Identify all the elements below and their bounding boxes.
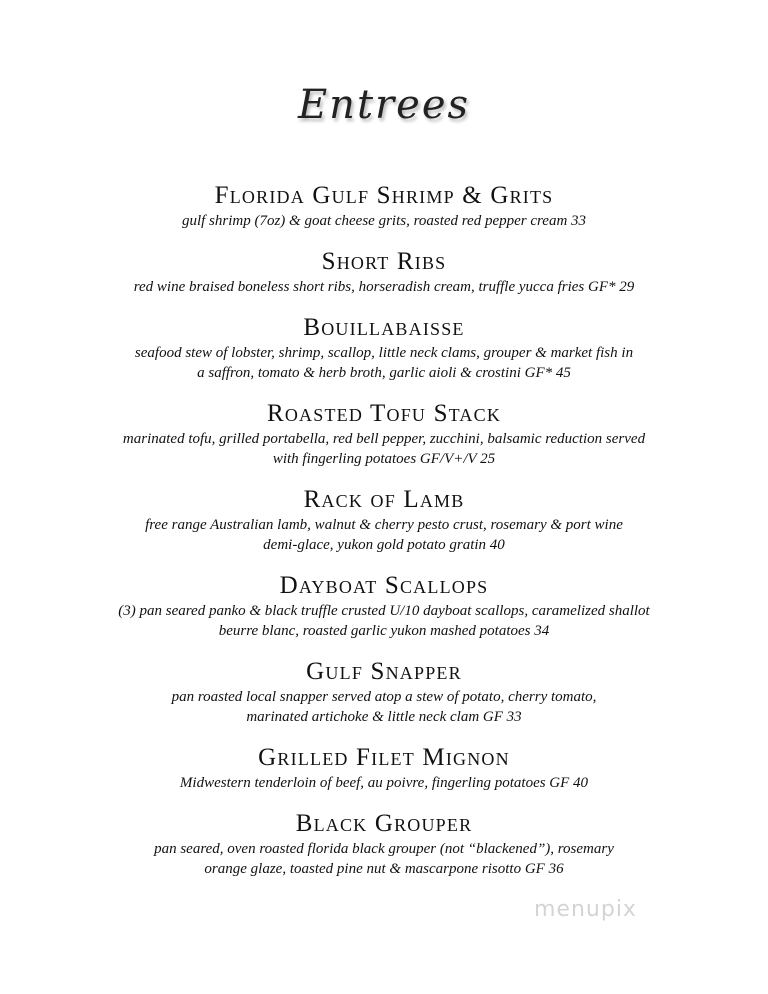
item-name: Grilled Filet Mignon	[258, 744, 510, 771]
item-name: Florida Gulf Shrimp & Grits	[214, 182, 554, 209]
item-description: red wine braised boneless short ribs, horseradish cream, truffle yucca fries GF* 29	[133, 279, 635, 295]
item-description: pan seared, oven roasted florida black grouper (not “blackened”), rosemary orange glaze, toasted pine nut & mascarpone risotto GF 36	[154, 841, 614, 877]
menu-item-rack-of-lamb	[0, 485, 768, 555]
menu-item-shrimp-grits	[0, 181, 768, 231]
item-description: Midwestern tenderloin of beef, au poivre, fingerling potatoes GF 40	[179, 775, 589, 791]
item-description: seafood stew of lobster, shrimp, scallop, little neck clams, grouper & market fish in a saffron, tomato & herb broth, garlic aioli & crostini GF* 45	[134, 345, 634, 381]
item-name: Short Ribs	[321, 248, 447, 275]
menu-item-tofu-stack	[0, 399, 768, 469]
watermark-logo: menupix	[534, 897, 637, 922]
item-name: Gulf Snapper	[306, 658, 462, 685]
page-title: Entrees	[297, 82, 471, 128]
menu-list	[0, 181, 768, 895]
item-description: gulf shrimp (7oz) & goat cheese grits, roasted red pepper cream 33	[181, 213, 587, 229]
item-description: pan roasted local snapper served atop a stew of potato, cherry tomato, marinated artichoke & little neck clam GF 33	[171, 689, 597, 725]
item-description: marinated tofu, grilled portabella, red bell pepper, zucchini, balsamic reduction served with fingerling potatoes GF/V+/V 25	[122, 431, 646, 467]
item-name: Dayboat Scallops	[279, 572, 489, 599]
menu-item-black-grouper	[0, 809, 768, 879]
menu-item-short-ribs	[0, 247, 768, 297]
item-name: Roasted Tofu Stack	[266, 400, 502, 427]
menu-item-dayboat-scallops	[0, 571, 768, 641]
item-name: Black Grouper	[295, 810, 473, 837]
item-description: (3) pan seared panko & black truffle crusted U/10 dayboat scallops, caramelized shallot beurre blanc, roasted garlic yukon mashed potatoes 34	[118, 603, 650, 639]
menu-item-bouillabaisse	[0, 313, 768, 383]
menu-item-gulf-snapper	[0, 657, 768, 727]
item-name: Rack of Lamb	[303, 486, 465, 513]
menu-item-filet-mignon	[0, 743, 768, 793]
item-name: Bouillabaisse	[303, 314, 465, 341]
item-description: free range Australian lamb, walnut & cherry pesto crust, rosemary & port wine demi-glace, yukon gold potato gratin 40	[145, 517, 623, 553]
